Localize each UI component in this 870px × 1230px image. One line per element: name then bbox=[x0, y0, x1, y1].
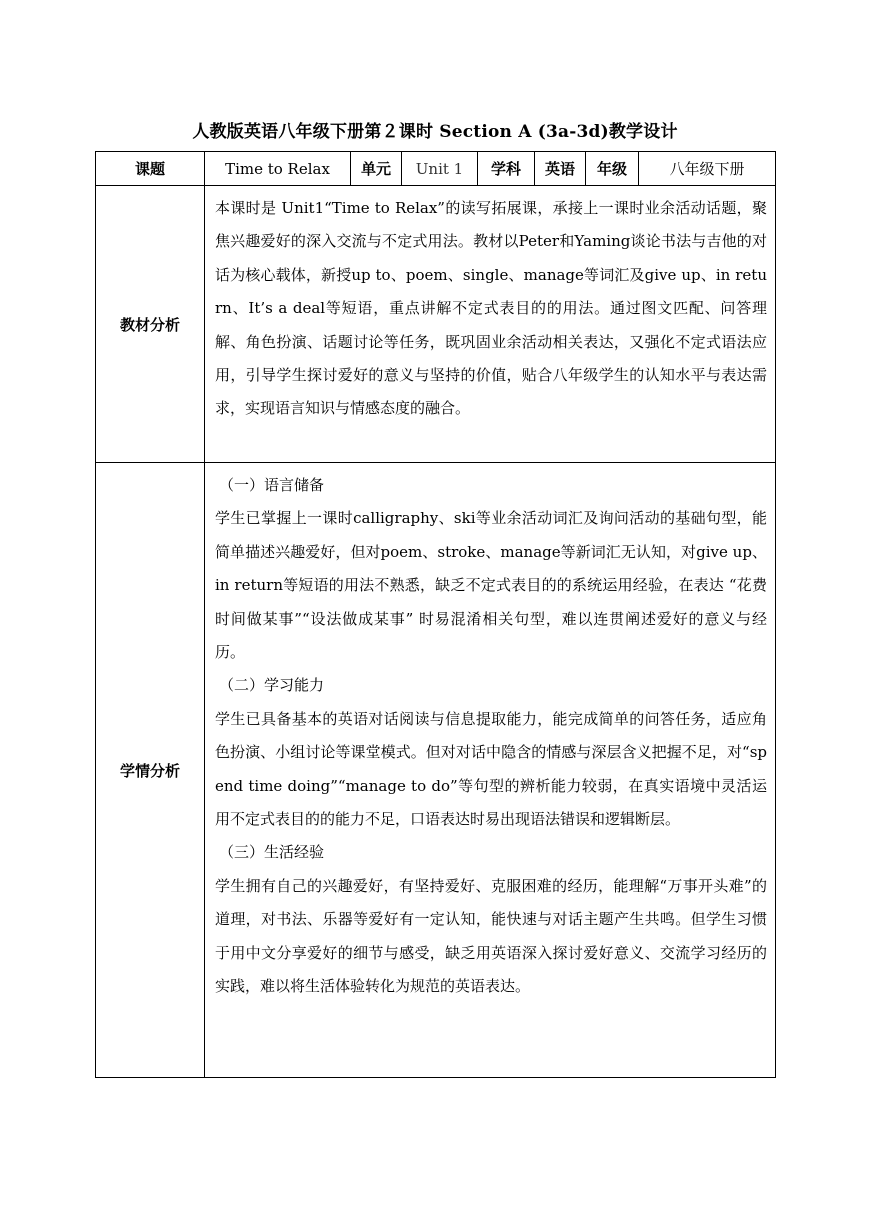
language-reserve-text: 学生已掌握上一课时calligraphy、ski等业余活动词汇及询问活动的基础句型，能简单描述兴趣爱好，但对poem、stroke、manage等新词汇无认知，对give up、in return等短语的用法不熟悉，缺乏不定式表目的的系统运用经验，在表达 “花费时间做某事”“设法做成某事” 时易混淆相关句型，难以连贯阐述爱好的意义与经历。 bbox=[215, 509, 767, 662]
subject-value: 英语 bbox=[535, 152, 586, 186]
unit-value: Unit 1 bbox=[402, 152, 478, 186]
student-analysis-row bbox=[96, 463, 776, 1078]
header-row bbox=[96, 152, 776, 186]
grade-label: 年级 bbox=[586, 152, 639, 186]
material-analysis-content bbox=[205, 186, 776, 463]
student-analysis-label: 学情分析 bbox=[96, 463, 205, 1078]
subject-label: 学科 bbox=[478, 152, 535, 186]
material-analysis-text: 本课时是 Unit1“Time to Relax”的读写拓展课，承接上一课时业余活动话题，聚焦兴趣爱好的深入交流与不定式用法。教材以Peter和Yaming谈论书法与吉他的对话为核心载体，新授up to、poem、single、manage等词汇及give up、in return、It’s a deal等短语，重点讲解不定式表目的的用法。通过图文匹配、问答理解、角色扮演、话题讨论等任务，既巩固业余活动相关表达，又强化不定式语法应用，引导学生探讨爱好的意义与坚持的价值，贴合八年级学生的认知水平与表达需求，实现语言知识与情感态度的融合。 bbox=[215, 199, 767, 418]
material-analysis-row bbox=[96, 186, 776, 463]
topic-label: 课题 bbox=[96, 152, 205, 186]
life-experience-text: 学生拥有自己的兴趣爱好，有坚持爱好、克服困难的经历，能理解“万事开头难”的道理，对书法、乐器等爱好有一定认知，能快速与对话主题产生共鸣。但学生习惯于用中文分享爱好的细节与感受，缺乏用英语深入探讨爱好意义、交流学习经历的实践，难以将生活体验转化为规范的英语表达。 bbox=[215, 876, 767, 996]
learning-ability-heading: （二）学习能力 bbox=[219, 676, 325, 695]
document-title: 人教版英语八年级下册第２课时 Section A (3a-3d)教学设计 bbox=[192, 122, 678, 142]
unit-label: 单元 bbox=[351, 152, 402, 186]
life-experience-heading: （三）生活经验 bbox=[219, 843, 325, 862]
grade-value: 八年级下册 bbox=[639, 152, 776, 186]
student-analysis-content bbox=[205, 463, 776, 1078]
language-reserve-heading: （一）语言储备 bbox=[219, 476, 325, 494]
learning-ability-text: 学生已具备基本的英语对话阅读与信息提取能力，能完成简单的问答任务，适应角色扮演、小组讨论等课堂模式。但对对话中隐含的情感与深层含义把握不足，对“spend time doing”“manage to do”等句型的辨析能力较弱，在真实语境中灵活运用不定式表目的的能力不足，口语表达时易出现语法错误和逻辑断层。 bbox=[215, 709, 767, 829]
topic-value: Time to Relax bbox=[205, 152, 351, 186]
lesson-plan-table bbox=[95, 151, 776, 1078]
material-analysis-label: 教材分析 bbox=[96, 186, 205, 463]
